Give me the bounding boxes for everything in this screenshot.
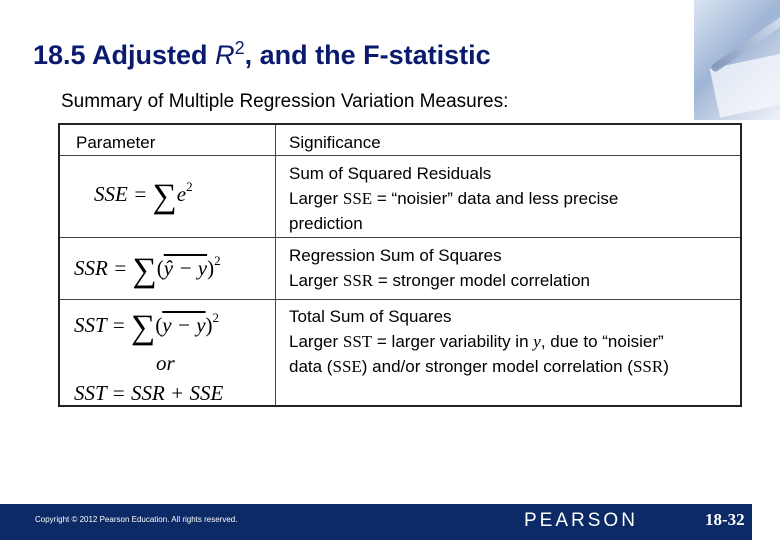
title-prefix: 18.5 Adjusted	[33, 40, 216, 70]
row-sst-mid: = larger variability in	[372, 332, 534, 351]
row-sst-line1: Total Sum of Squares	[289, 307, 452, 326]
row-ssr-pre: Larger	[289, 271, 343, 290]
row-sst-pre: Larger	[289, 332, 343, 351]
row-sst-l3a: data (	[289, 357, 333, 376]
slide-subtitle: Summary of Multiple Regression Variation Measures:	[61, 91, 509, 112]
formula-sst-sum: SST = SSR + SSE	[74, 381, 224, 405]
row-ssr-line2	[289, 268, 590, 293]
header-significance: Significance	[289, 133, 381, 152]
ssr-paren-close: )	[207, 256, 215, 280]
sigma-symbol: ∑	[132, 252, 157, 289]
row-divider	[60, 299, 740, 300]
row-sst-line3	[289, 354, 669, 379]
row-divider	[60, 237, 740, 238]
row-ssr-post: = stronger model correlation	[373, 271, 590, 290]
pearson-logo: PEARSON	[524, 510, 638, 531]
row-ssr-significance	[289, 243, 590, 293]
ssr-body: ŷ − y	[163, 256, 208, 280]
row-sse-pre: Larger	[289, 189, 343, 208]
row-sse-line2	[289, 186, 618, 211]
title-r: R	[215, 40, 235, 70]
title-superscript: 2	[234, 38, 245, 58]
row-divider	[60, 155, 740, 156]
row-sst-sym2: y	[533, 332, 541, 351]
sigma-symbol: ∑	[130, 309, 156, 346]
row-ssr-line1: Regression Sum of Squares	[289, 246, 502, 265]
ssr-paren-open: (	[156, 256, 164, 280]
row-sst-line2	[289, 329, 669, 354]
sst-lhs: SST =	[74, 313, 126, 337]
sse-exponent: 2	[186, 179, 193, 194]
sst-body: y − y	[162, 313, 206, 337]
ssr-lhs: SSR =	[74, 256, 128, 280]
sigma-symbol: ∑	[152, 178, 177, 215]
title-suffix: , and the F-statistic	[244, 40, 491, 70]
row-sst-l3b: ) and/or stronger model correlation (	[361, 357, 633, 376]
formula-sse	[94, 178, 193, 216]
sst-exponent: 2	[212, 310, 220, 325]
sst-paren-open: (	[155, 313, 163, 337]
decorative-photo	[694, 0, 780, 120]
page-number: 18-32	[705, 510, 745, 529]
row-sst-post: , due to “noisier”	[540, 332, 664, 351]
measures-table	[58, 123, 742, 407]
row-sse-sym: SSE	[342, 189, 373, 208]
row-sse-post: = “noisier” data and less precise	[372, 189, 619, 208]
formula-ssr	[74, 252, 221, 290]
copyright-text: Copyright © 2012 Pearson Education. All rights reserved.	[35, 515, 238, 524]
row-sst-sym4: SSR	[632, 357, 664, 376]
slide-title	[33, 38, 491, 71]
sst-paren-close: )	[205, 313, 213, 337]
row-sst-significance	[289, 304, 669, 379]
row-sse-line3: prediction	[289, 214, 363, 233]
column-divider	[275, 125, 276, 405]
row-sse-significance	[289, 161, 618, 236]
sse-lhs: SSE =	[94, 182, 148, 206]
sse-body: e	[176, 182, 187, 206]
footer-bar	[0, 504, 752, 540]
header-parameter: Parameter	[76, 133, 156, 152]
row-sst-sym: SST	[342, 332, 373, 351]
row-sst-sym3: SSE	[332, 357, 362, 376]
row-sse-line1: Sum of Squared Residuals	[289, 164, 492, 183]
formula-or: or	[156, 351, 175, 375]
ssr-exponent: 2	[214, 253, 221, 268]
row-ssr-sym: SSR	[342, 271, 374, 290]
formula-sst	[74, 309, 219, 347]
row-sst-l3c: )	[663, 357, 669, 376]
